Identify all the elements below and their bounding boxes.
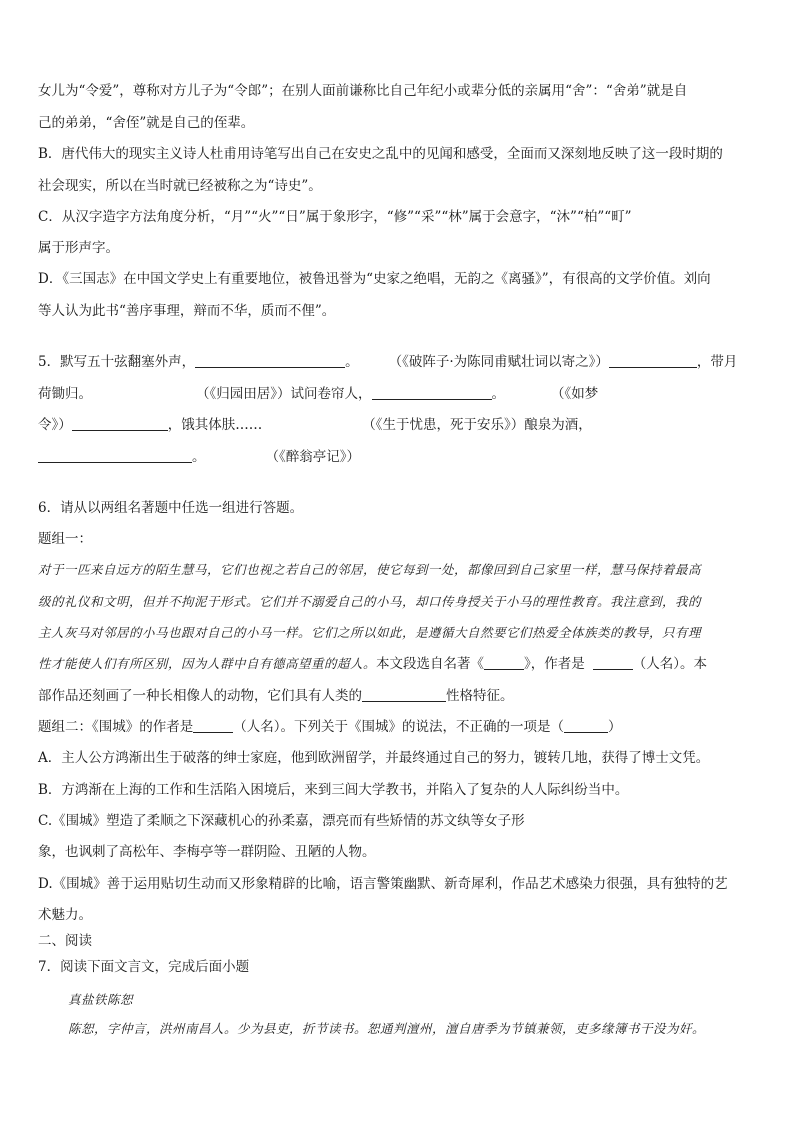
q5-source: 令》） — [38, 417, 72, 433]
q5-source: （《归园田居》）试问卷帘人， — [196, 386, 372, 402]
q4-option-b-cont: 社会现实，所以在当时就已经被称之为“诗史”。 — [38, 178, 322, 194]
q6-option-b: B．方鸿渐在上海的工作和生活陷入困境后，来到三闾大学教书，并陷入了复杂的人人际纠纷当中。 — [38, 782, 629, 798]
q6-question-text: 部作品还刻画了一种长相像人的动物，它们具有人类的 — [38, 688, 362, 704]
answer-blank[interactable] — [362, 687, 446, 702]
q5-text: 。 — [491, 386, 505, 402]
section-heading: 二、阅读 — [38, 933, 92, 949]
q4-option-d: D．《三国志》在中国文学史上有重要地位，被鲁迅誉为“史家之绝唱，无韵之《离骚》”，有很高的文学价值。刘向 — [38, 271, 711, 287]
q5-line-3 — [38, 416, 592, 434]
q6-group1-label: 题组一： — [38, 531, 92, 547]
passage-title: 真盐铁陈恕 — [68, 992, 134, 1007]
q6-option-d-cont: 术魅力。 — [38, 907, 92, 923]
q6-line-5 — [38, 687, 514, 705]
q6-option-d: D.《围城》善于运用贴切生动而又形象精辟的比喻，语言警策幽默、新奇犀利，作品艺术感染力很强，具有独特的艺 — [38, 876, 728, 892]
q4-option-d-cont: 等人认为此书“善序事理，辩而不华，质而不俚”。 — [38, 303, 336, 319]
q6-question-text: 本文段选自名著《 — [376, 656, 485, 672]
q6-question-text: 性格特征。 — [446, 688, 514, 704]
answer-blank[interactable] — [193, 718, 233, 733]
q5-line-2 — [38, 385, 598, 403]
q5-text: ，带月 — [696, 354, 738, 370]
q5-line-1 — [38, 353, 737, 371]
answer-blank[interactable] — [609, 353, 697, 368]
q6-option-a: A．主人公方鸿渐出生于破落的绅士家庭，他到欧洲留学，并最终通过自己的努力，镀转几地，获得了博士文凭。 — [38, 750, 710, 766]
q5-source: （《醉翁亭记》） — [265, 449, 360, 465]
q4-text-line: 女儿为“令爱”，尊称对方儿子为“令郎”；在别人面前谦称比自己年纪小或辈分低的亲属用“舍”：“舍弟”就是自 — [38, 83, 688, 99]
q4-option-c-cont: 属于形声字。 — [38, 240, 119, 256]
q6-passage-text: 性才能使人们有所区别，因为人群中自有德高望重的超人。 — [38, 656, 377, 671]
q4-text-line: 己的弟弟，“舍侄”就是自己的侄辈。 — [38, 115, 255, 131]
q5-source: （《破阵子·为陈同甫赋壮词以寄之》） — [388, 354, 609, 370]
answer-blank[interactable] — [484, 655, 524, 670]
q5-source: （《生于忧患，死于安乐》）酿泉为酒， — [362, 417, 592, 433]
answer-blank[interactable] — [72, 416, 168, 431]
answer-blank[interactable] — [195, 353, 345, 368]
q6-group2-question — [38, 718, 622, 736]
q6-question-text: ） — [608, 719, 622, 735]
q5-line-4 — [38, 448, 360, 466]
q6-passage-line: 主人灰马对邻居的小马也跟对自己的小马一样。它们之所以如此，是遵循大自然要它们热爱全体族类的教导，只有理 — [38, 625, 702, 640]
q6-question-text: 》，作者是 — [524, 656, 585, 672]
q5-text: 荷锄归。 — [38, 386, 92, 402]
q6-option-c-cont: 象，也讽刺了高松年、李梅亭等一群阴险、丑陋的人物。 — [38, 844, 376, 860]
answer-blank[interactable] — [593, 655, 633, 670]
q4-option-b: B．唐代伟大的现实主义诗人杜甫用诗笔写出自己在安史之乱中的见闻和感受，全面而又深刻地反映了这一段时期的 — [38, 146, 723, 162]
q7-prompt: 7．阅读下面文言文，完成后面小题 — [38, 959, 250, 975]
q6-passage-line-4 — [38, 655, 707, 673]
q6-question-text: （人名）。下列关于《围城》的说法，不正确的一项是（ — [233, 719, 564, 735]
answer-blank[interactable] — [38, 448, 192, 463]
q4-option-c: C．从汉字造字方法角度分析，“月”“火”“日”属于象形字，“修”“采”“林”属于会意字，“沐”“柏”“町” — [38, 209, 632, 225]
answer-blank[interactable] — [372, 385, 492, 400]
q6-passage-line: 对于一匹来自远方的陌生慧马，它们也视之若自己的邻居，使它每到一处，都像回到自己家里一样，慧马保持着最高 — [38, 562, 702, 577]
answer-blank[interactable] — [564, 718, 608, 733]
q5-source: （《如梦 — [551, 386, 599, 402]
passage-body-line: 陈恕，字仲言，洪州南昌人。少为县吏，折节读书。恕通判澶州，澶自唐季为节镇兼领，吏多缘簿书干没为奸。 — [68, 1021, 706, 1036]
q6-passage-line: 级的礼仪和文明，但并不拘泥于形式。它们并不溺爱自己的小马，却口传身授关于小马的理性教育。我注意到，我的 — [38, 594, 702, 609]
q5-text: ，饿其体肤…… — [167, 417, 263, 433]
q5-text: 5．默写五十弦翻塞外声， — [38, 354, 196, 370]
q6-question-text: （人名）。本 — [632, 656, 708, 672]
q5-text: 。 — [192, 449, 206, 465]
q5-text: 。 — [345, 354, 359, 370]
q6-option-c: C.《围城》塑造了柔顺之下深藏机心的孙柔嘉，漂亮而有些矫情的苏文纨等女子形 — [38, 813, 525, 829]
q6-intro: 6．请从以两组名著题中任选一组进行答题。 — [38, 500, 304, 516]
q6-question-text: 题组二：《围城》的作者是 — [38, 719, 194, 735]
